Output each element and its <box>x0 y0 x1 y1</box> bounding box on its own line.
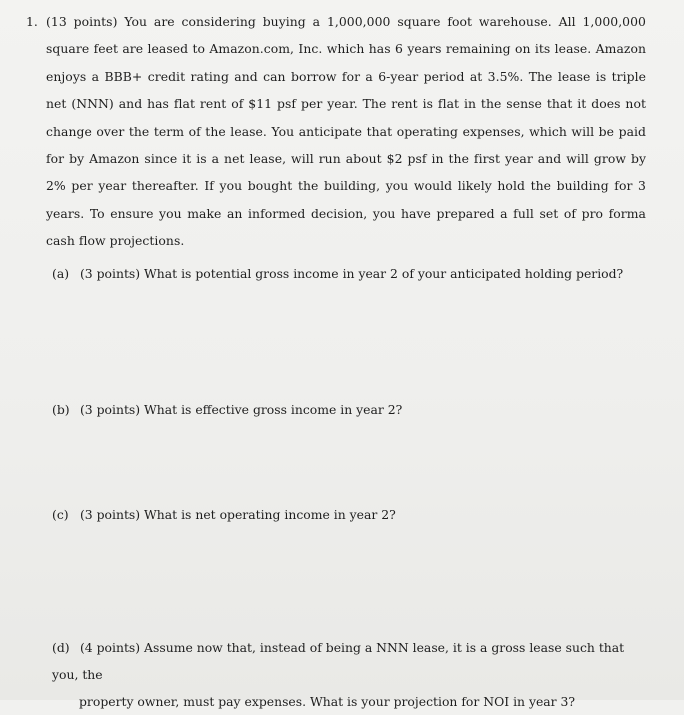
subquestion-label: (c) <box>52 507 69 522</box>
subquestion-label: (d) <box>52 640 70 655</box>
subquestion-text: (3 points) What is effective gross income in year 2? <box>79 402 403 417</box>
subquestion-text-line2: property owner, must pay expenses. What is your projection for NOI in year 3? <box>79 694 576 709</box>
subquestion-a <box>52 260 642 287</box>
subquestion-text: (3 points) What is potential gross income in year 2 of your anticipated holding period? <box>79 266 624 281</box>
question-number: 1. <box>26 14 38 29</box>
subquestion-label: (a) <box>52 266 70 281</box>
subquestion-label: (b) <box>52 402 70 417</box>
subquestion-text: (3 points) What is net operating income in year 2? <box>79 507 396 522</box>
subquestion-text-line1: (4 points) Assume now that, instead of being a NNN lease, it is a gross lease such that you, the <box>52 640 625 682</box>
subquestion-d <box>52 634 642 715</box>
subquestion-c <box>52 501 642 528</box>
question-1 <box>26 8 646 255</box>
subquestion-b <box>52 396 642 423</box>
question-text: (13 points) You are considering buying a 1,000,000 square foot warehouse. All 1,000,000 square feet are leased to Amazon.com, Inc. which has 6 years remaining on its lease. Amazon enjoys a BBB+ credit rating and can borrow for a 6-year period at 3.5%. The lease is triple net (NNN) and has flat rent of $11 psf per year. The rent is flat in the sense that it does not change over the term of the lease. You anticipate that operating expenses, which will be paid for by Amazon since it is a net lease, will run about $2 psf in the first year and will grow by 2% per year thereafter. If you bought the building, you would likely hold the building for 3 years. To ensure you make an informed decision, you have prepared a full set of pro forma cash flow projections. <box>46 14 646 249</box>
